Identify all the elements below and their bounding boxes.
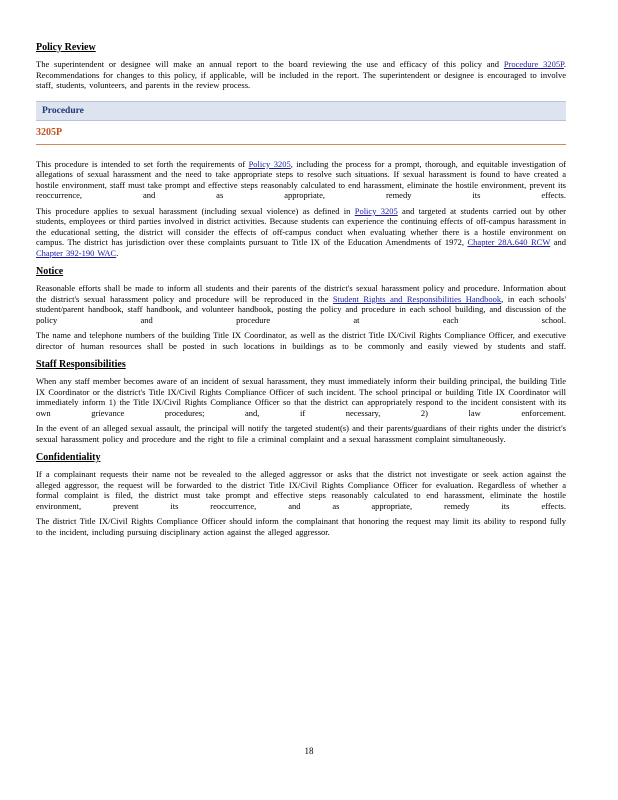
chapter-28a640-rcw-link[interactable]: Chapter 28A.640 RCW: [467, 237, 551, 247]
staff-paragraph-1: When any staff member becomes aware of an incident of sexual harassment, they must immediately inform their building principal, the building Title IX Coordinator or the district's Title IX/Civil Rights Compliance Officer of such incident. The school principal or building Title IX Coordinator will immediately inform 1) the Title IX/Civil Rights Compliance Officer so that the district can appropriately respond to the incident consistent with its own grievance procedures; and, if necessary, 2) law enforcement.: [36, 376, 567, 418]
page-number: 18: [304, 746, 314, 756]
procedure-paragraph-2: This procedure applies to sexual harassment (including sexual violence) as defined in Policy 3205 and targeted at students carried out by other students, employees or third parties involved in district activities. Because students can experience the continuing effects of off-campus harassment in the educational setting, the district will consider the effects of off-campus conduct when evaluating whether there is a hostile environment on campus. The district has jurisdiction over these complaints pursuant to Title IX of the Education Amendments of 1972, Chapter 28A.640 RCW and Chapter 392-190 WAC.: [36, 205, 567, 258]
policy-3205-link[interactable]: Policy 3205: [248, 158, 291, 169]
staff-responsibilities-heading: Staff Responsibilities: [36, 359, 126, 370]
procedure-code-title: 3205P: [36, 127, 566, 145]
policy-3205-link-2[interactable]: Policy 3205: [354, 205, 398, 216]
procedure-3205p-link[interactable]: Procedure 3205P: [503, 59, 564, 69]
confidentiality-heading: Confidentiality: [36, 452, 101, 463]
notice-heading: Notice: [36, 266, 64, 277]
notice-paragraph-1: Reasonable efforts shall be made to inform all students and their parents of the district's sexual harassment policy and procedure. Information about the district's sexual harassment policy and procedure will be reproduced in the Student Rights and Responsibilities Handbook, in each schools' student/parent handbook, staff handbook, and volunteer handbook, posting the policy and procedure in each school building, and discussion of the policy and procedure at each school.: [36, 283, 566, 325]
notice-paragraph-2: The name and telephone numbers of the building Title IX Coordinator, as well as the district Title IX/Civil Rights Compliance Officer, and executive director of human resources shall be posted in such locations in buildings as to be commonly and easily viewed by students and staff.: [36, 330, 566, 351]
chapter-392-190-wac-link[interactable]: Chapter 392-190 WAC: [36, 247, 117, 258]
policy-review-paragraph: The superintendent or designee will make an annual report to the board reviewing the use and efficacy of this policy and Procedure 3205P. Recommendations for changes to this policy, if applicable, will be included in the report. The superintendent or designee is encouraged to involve staff, students, volunteers, and parents in the review process.: [36, 59, 566, 90]
procedure-section-bar: Procedure: [36, 101, 566, 121]
confidentiality-paragraph-1: If a complainant requests their name not be revealed to the alleged aggressor or asks that the district not investigate or seek action against the alleged aggressor, the request will be forwarded to the district Title IX/Civil Rights Compliance Officer for evaluation. Regardless of whether a formal complaint is filed, the district must take prompt and effective steps reasonably calculated to end harassment, eliminate the hostile environment, prevent its reoccurrence, and as appropriate, remedy its effects.: [36, 469, 566, 511]
procedure-paragraph-1: This procedure is intended to set forth the requirements of Policy 3205, including the process for a prompt, thorough, and equitable investigation of allegations of sexual harassment and the need to take appropriate steps to resolve such situations. If sexual harassment is found to have created a hostile environment, staff must take prompt and effective steps reasonably calculated to end harassment, eliminate the hostile environment, prevent its reoccurrence, and as appropriate, remedy its effects.: [36, 158, 566, 200]
policy-review-heading: Policy Review: [36, 42, 96, 53]
staff-paragraph-2: In the event of an alleged sexual assault, the principal will notify the targeted student(s) and their parents/guardians of their rights under the district's sexual harassment policy and procedure and the right to file a criminal complaint and a sexual harassment complaint simultaneously.: [36, 423, 566, 444]
student-rights-handbook-link[interactable]: Student Rights and Responsibilities Handbook: [332, 293, 502, 304]
document-page: [36, 42, 566, 542]
confidentiality-paragraph-2: The district Title IX/Civil Rights Compliance Officer should inform the complainant that honoring the request may limit its ability to respond fully to the incident, including pursuing disciplinary action against the alleged aggressor.: [36, 516, 566, 537]
